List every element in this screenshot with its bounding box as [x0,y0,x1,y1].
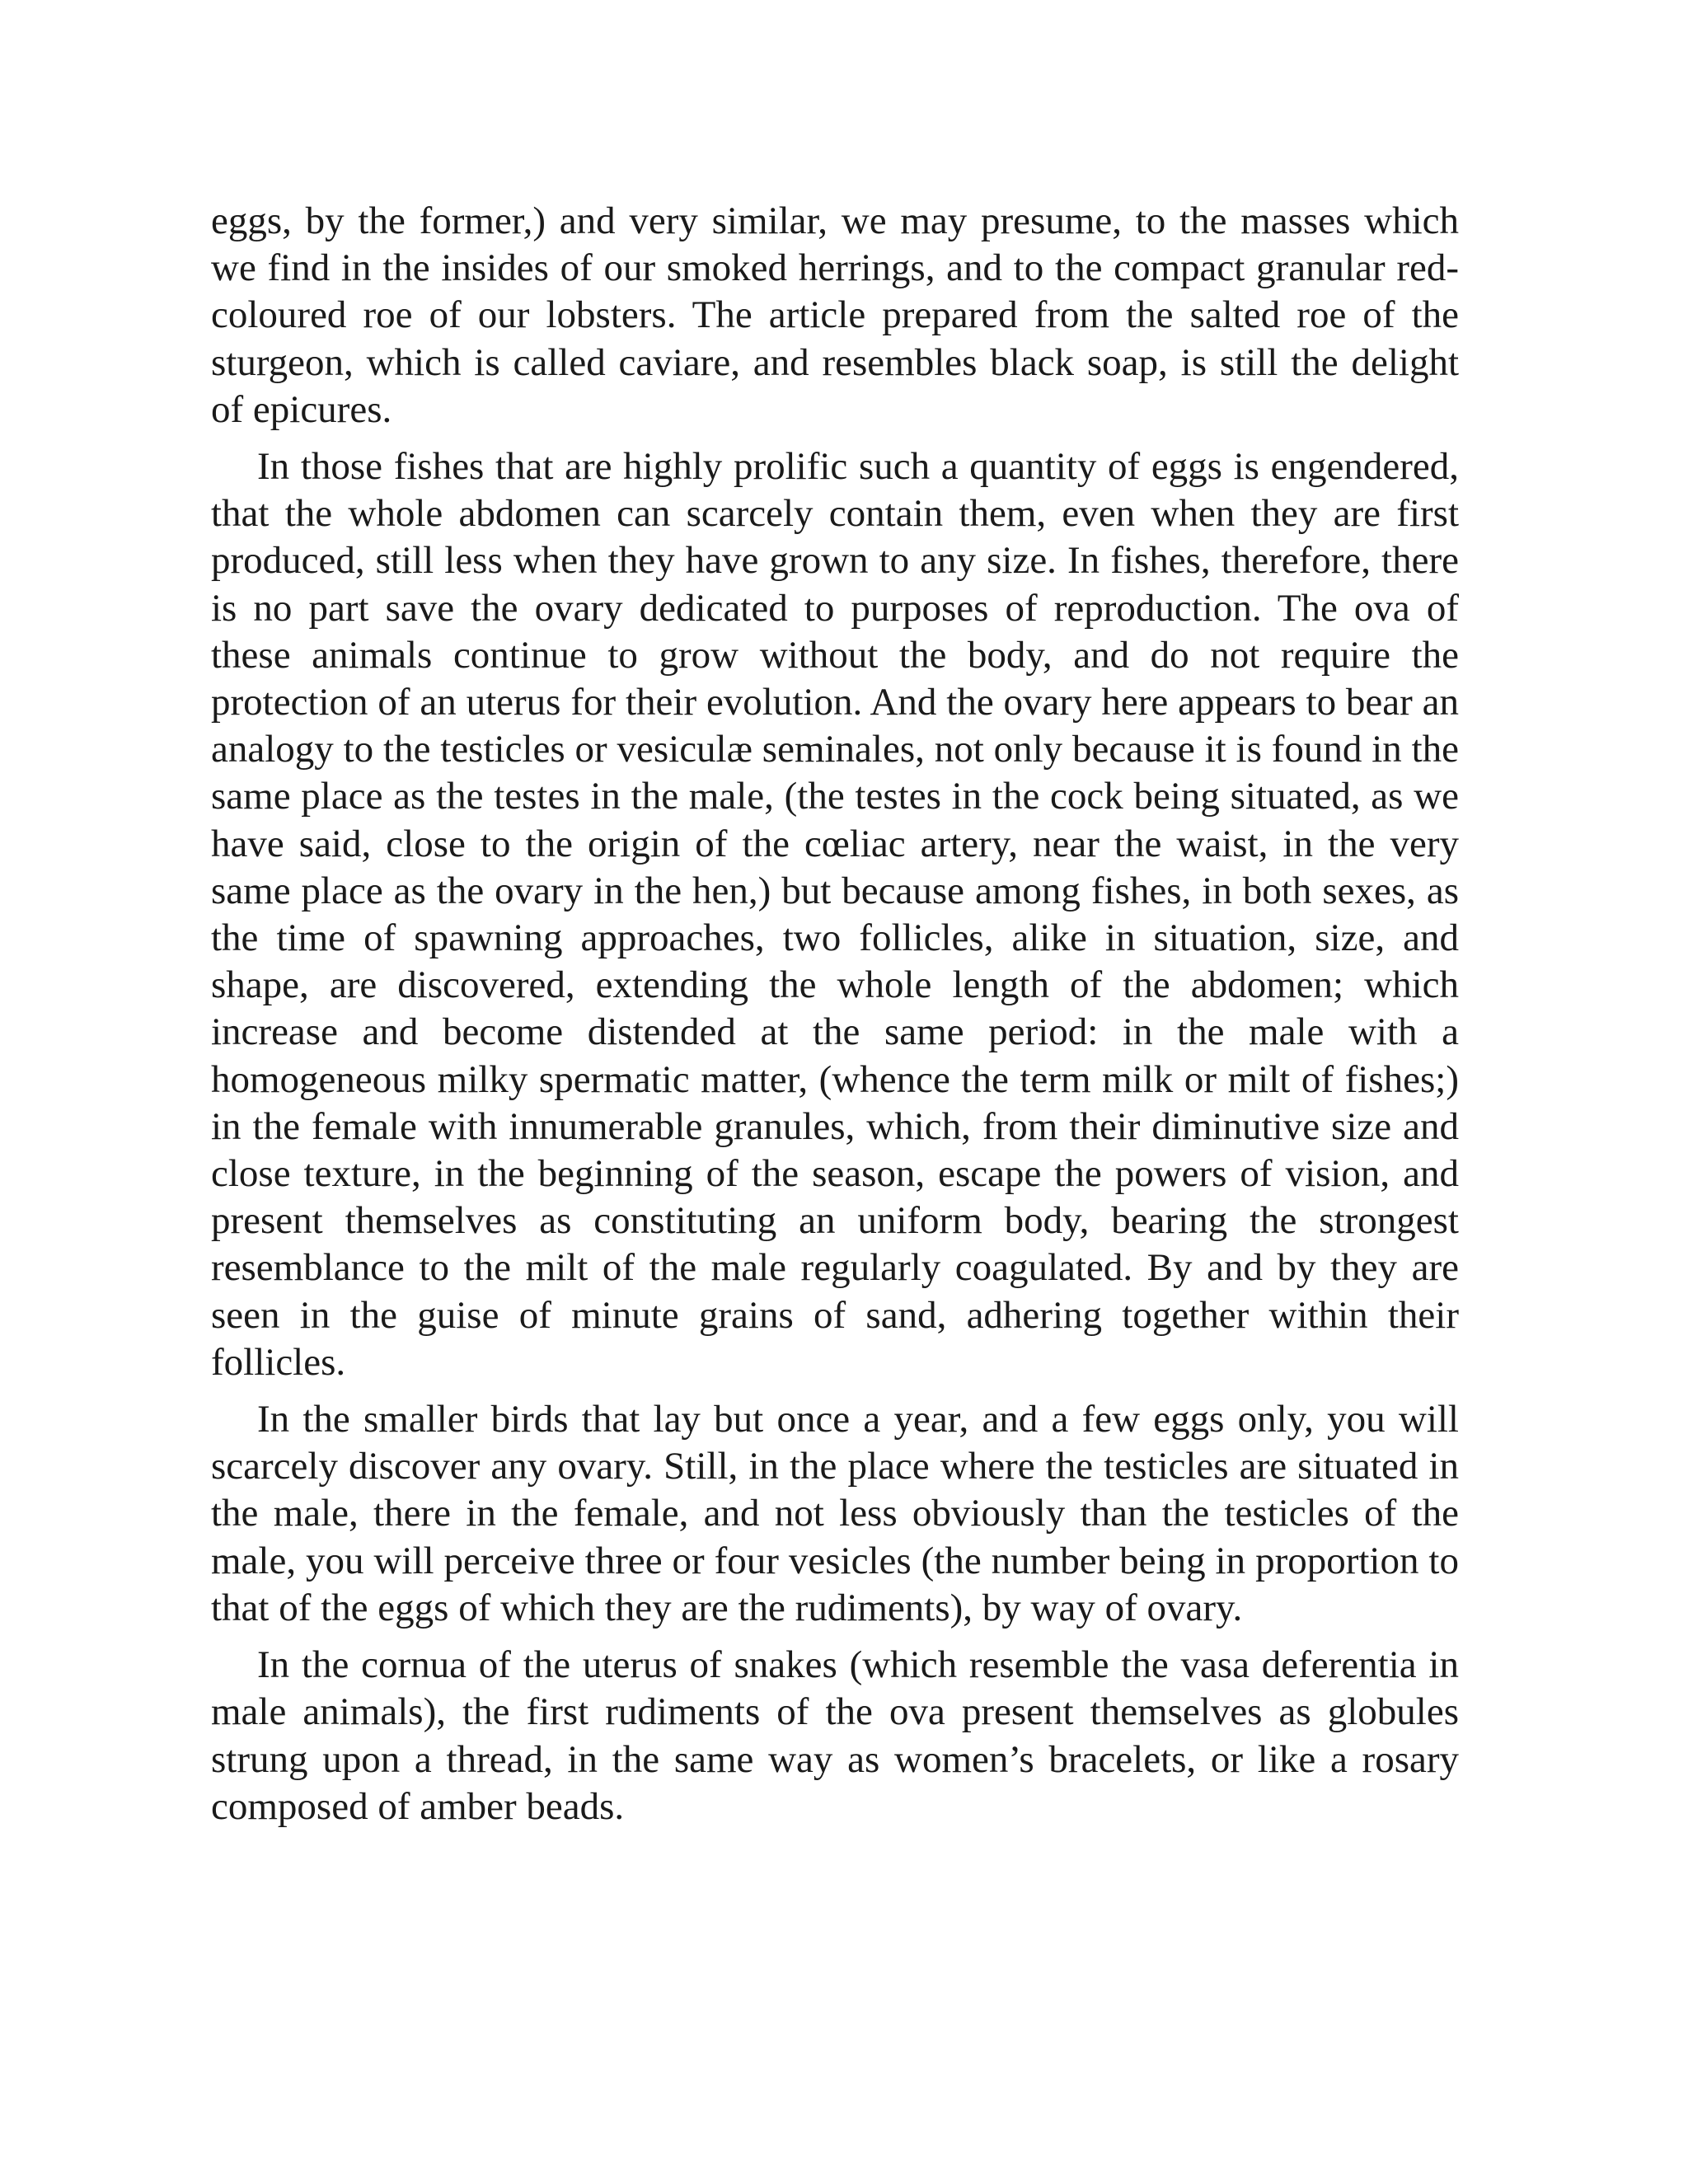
paragraph-4: In the cornua of the uterus of snakes (which resemble the vasa deferentia in male animals), the first rudiments of the ova present themselves as globules strung upon a thread, in the same way as women’s bracelets, or like a rosary composed of amber beads. [211,1643,1459,1828]
paragraph-2: In those fishes that are highly prolific such a quantity of eggs is engendered, that the whole abdomen can scarcely contain them, even when they are first produced, still less when they have grown to any size. In fishes, therefore, there is no part save the ovary dedicated to purposes of reproduction. The ova of these animals continue to grow without the body, and do not require the protection of an uterus for their evolution. And the ovary here appears to bear an analogy to the testicles or vesiculæ seminales, not only because it is found in the same place as the testes in the male, (the testes in the cock being situated, as we have said, close to the origin of the cœliac artery, near the waist, in the very same place as the ovary in the hen,) but because among fishes, in both sexes, as the time of spawning approaches, two follicles, alike in situation, size, and shape, are discovered, extending the whole length of the abdomen; which increase and become distended at the same period: in the male with a homogeneous milky spermatic matter, (whence the term milk or milt of fishes;) in the female with innumerable granules, which, from their diminutive size and close texture, in the beginning of the season, escape the powers of vision, and present themselves as constituting an uniform body, bearing the strongest resemblance to the milt of the male regularly coagulated. By and by they are seen in the guise of minute grains of sand, adhering together within their follicles. [211,445,1459,1384]
paragraph-1: eggs, by the former,) and very similar, we may presume, to the masses which we find in the insides of our smoked herrings, and to the compact granular red-coloured roe of our lobsters. The article prepared from the salted roe of the sturgeon, which is called caviare, and resembles black soap, is still the delight of epicures. [211,199,1459,431]
paragraph-3: In the smaller birds that lay but once a year, and a few eggs only, you will scarcely discover any ovary. Still, in the place where the testicles are situated in the male, there in the female, and not less obviously than the testicles of the male, you will perceive three or four vesicles (the number being in proportion to that of the eggs of which they are the rudiments), by way of ovary. [211,1398,1459,1629]
document-page [211,198,1459,1840]
